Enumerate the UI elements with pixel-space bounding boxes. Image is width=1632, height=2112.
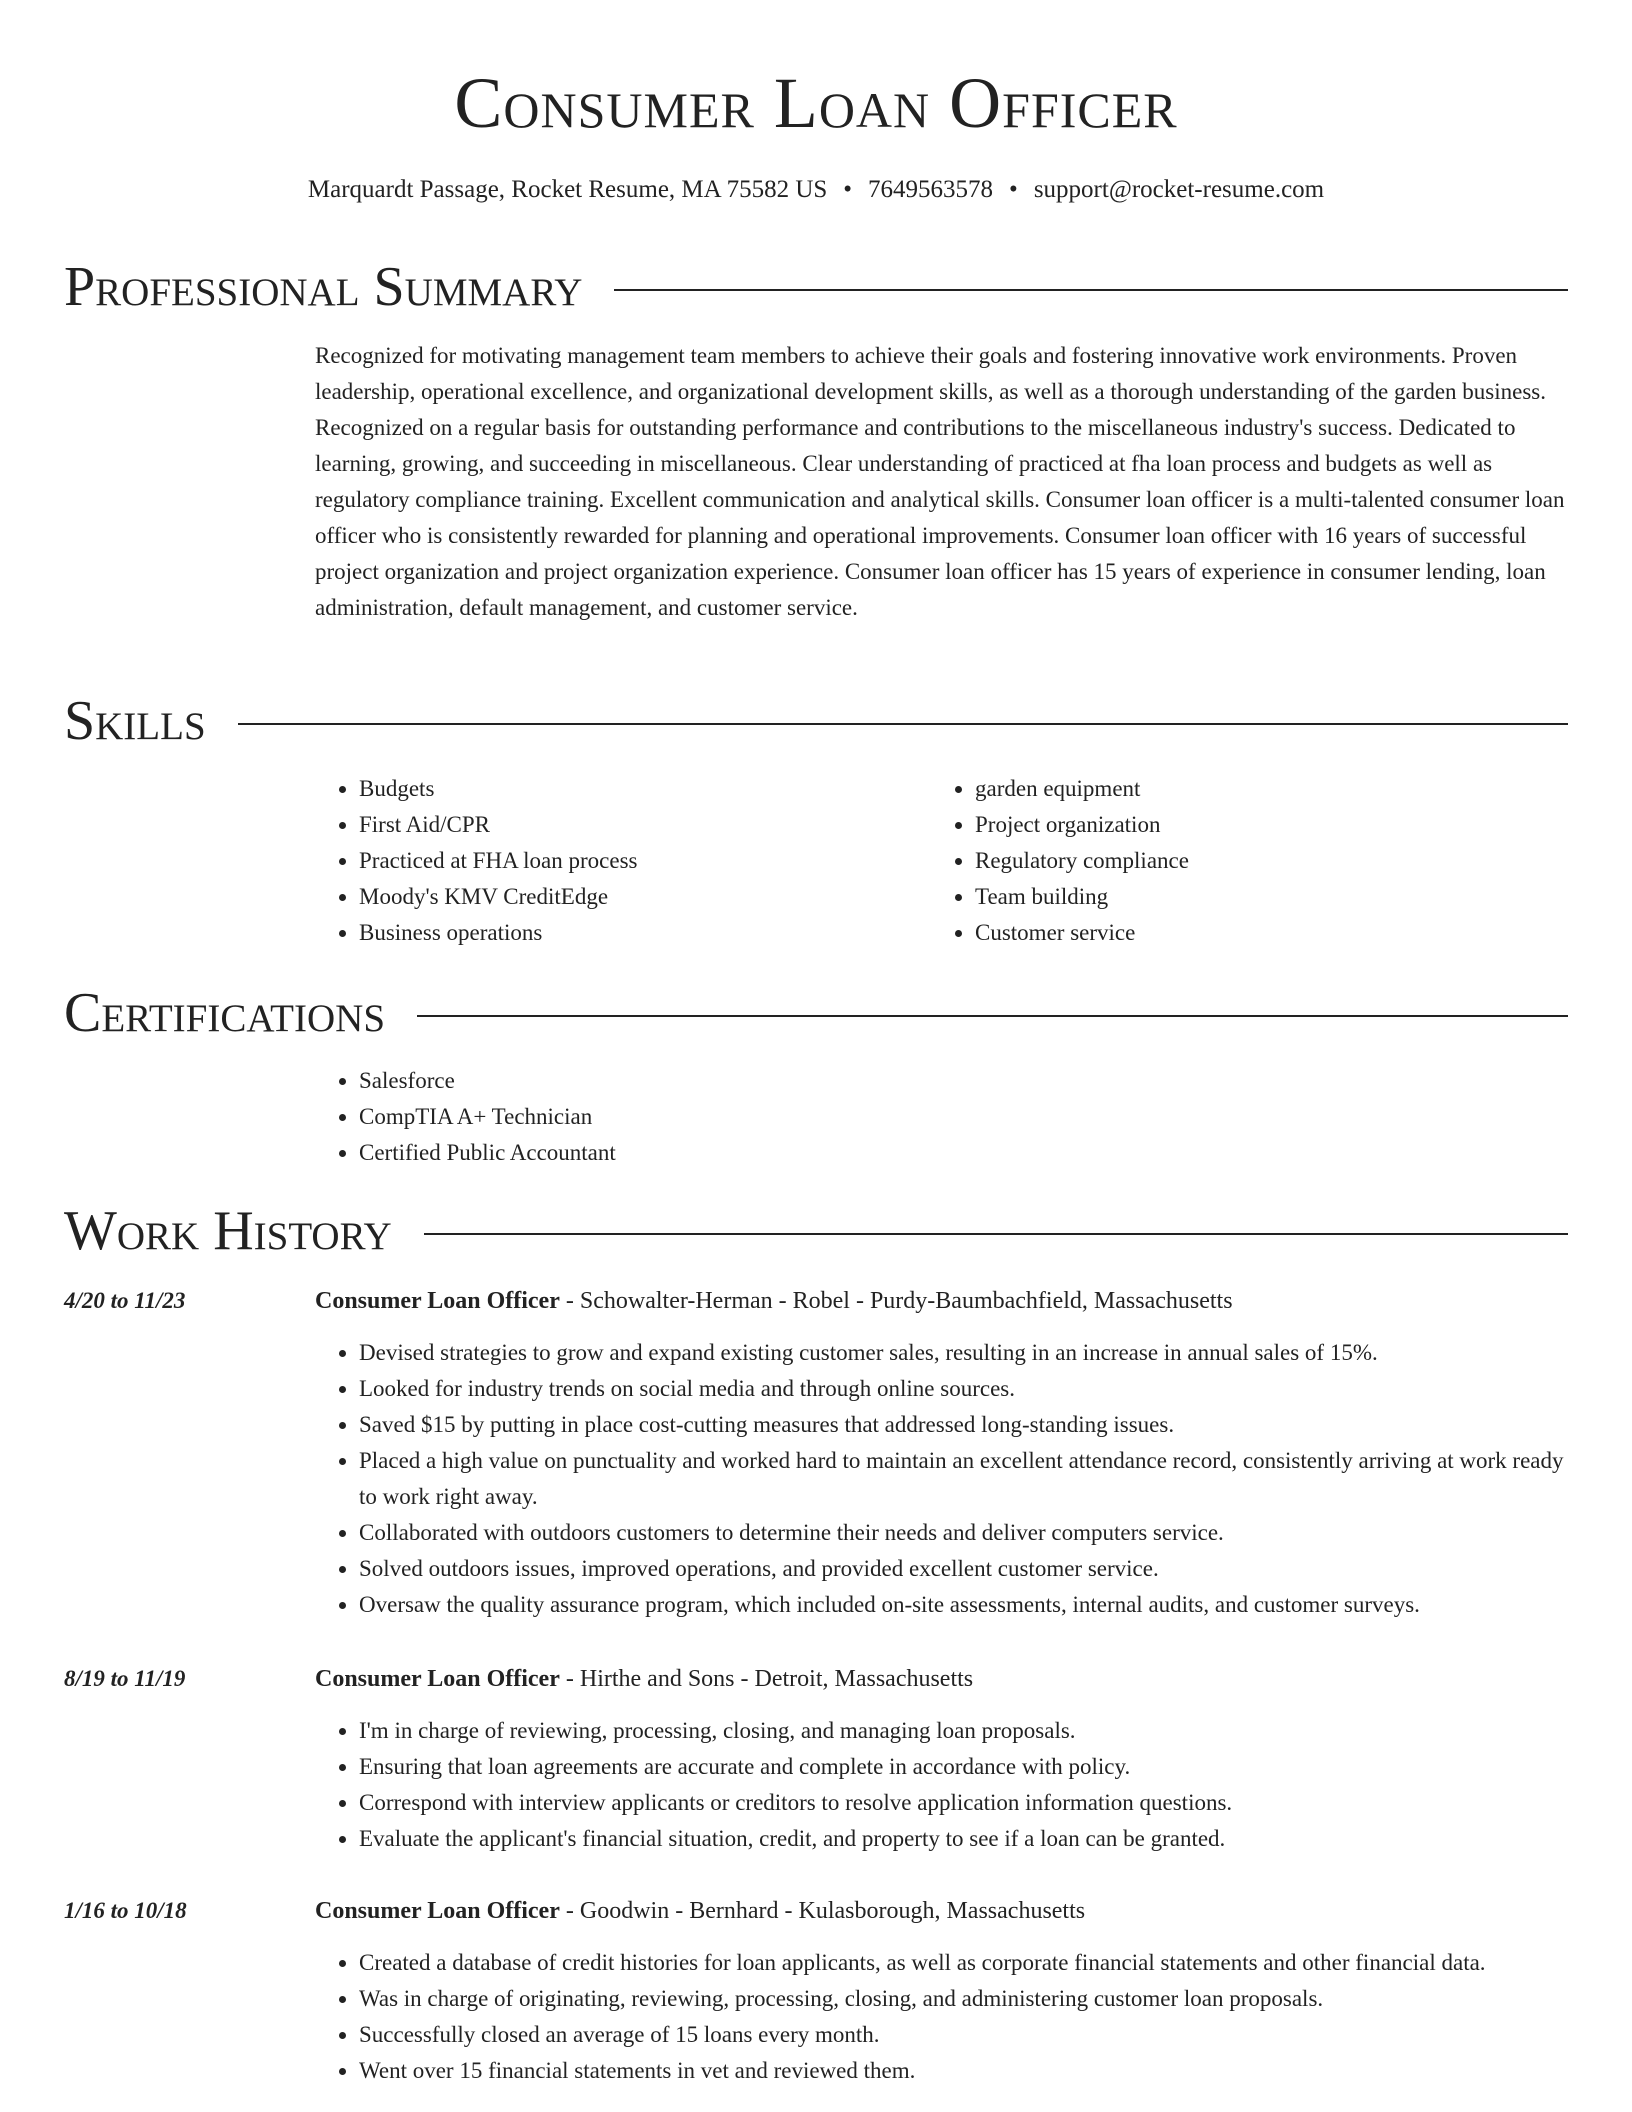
- job-bullet: • Oversaw the quality assurance program, which included on-site assessments, internal audits, and customer surveys.: [359, 1587, 1568, 1623]
- job-title-line: [315, 1893, 1568, 1929]
- skill-item: • First Aid/CPR: [359, 807, 931, 843]
- contact-separator: •: [1009, 176, 1018, 203]
- skill-item: • Team building: [975, 879, 1547, 915]
- skills-column-right: [931, 771, 1547, 951]
- section-title-summary: Professional Summary: [64, 256, 583, 318]
- section-title-work-history: Work History: [64, 1200, 392, 1262]
- job-dates: 4/20 to 11/23: [64, 1288, 186, 1313]
- section-title-certifications: Certifications: [64, 982, 386, 1044]
- section-divider: [238, 723, 1568, 725]
- certification-item: • Salesforce: [359, 1063, 1568, 1099]
- job-employer: - Goodwin - Bernhard - Kulasborough, Massachusetts: [559, 1898, 1086, 1924]
- job-title-line: [315, 1661, 1568, 1697]
- contact-phone: 7649563578: [868, 176, 994, 203]
- skill-item: • garden equipment: [975, 771, 1547, 807]
- job-bullet: • Collaborated with outdoors customers to determine their needs and deliver computers service.: [359, 1515, 1568, 1551]
- section-header-skills: [64, 686, 1568, 756]
- skill-item: • Practiced at FHA loan process: [359, 843, 931, 879]
- job-bullets: [315, 1945, 1568, 2089]
- summary-paragraph: Recognized for motivating management team members to achieve their goals and fostering innovative work environments. Proven leadership, operational excellence, and organizational development skills, as well as a thorough understanding of the garden business. Recognized on a regular basis for outstanding performance and contributions to the miscellaneous industry's success. Dedicated to learning, growing, and succeeding in miscellaneous. Clear understanding of practiced at fha loan process and budgets as well as regulatory compliance training. Excellent communication and analytical skills. Consumer loan officer is a multi-talented consumer loan officer who is consistently rewarded for planning and operational improvements. Consumer loan officer with 16 years of successful project organization and project organization experience. Consumer loan officer has 15 years of experience in consumer lending, loan administration, default management, and customer service.: [315, 343, 1565, 620]
- section-header-certifications: [64, 978, 1568, 1048]
- section-header-summary: [64, 252, 1568, 322]
- job-bullets: [315, 1713, 1568, 1857]
- skill-item: • Customer service: [975, 915, 1547, 951]
- job-bullet: • Went over 15 financial statements in vet and reviewed them.: [359, 2053, 1568, 2089]
- job-title-line: [315, 1283, 1568, 1319]
- skill-item: • Project organization: [975, 807, 1547, 843]
- section-header-work-history: [64, 1196, 1568, 1266]
- job-title: Consumer Loan Officer: [315, 1288, 560, 1314]
- job-bullets: [315, 1335, 1568, 1623]
- job-bullet: • Solved outdoors issues, improved operations, and provided excellent customer service.: [359, 1551, 1568, 1587]
- job-bullet: • Successfully closed an average of 15 loans every month.: [359, 2017, 1568, 2053]
- job-bullet: • Devised strategies to grow and expand existing customer sales, resulting in an increase in annual sales of 15%.: [359, 1335, 1568, 1371]
- contact-address: Marquardt Passage, Rocket Resume, MA 75582 US: [307, 176, 828, 203]
- certification-item: • CompTIA A+ Technician: [359, 1099, 1568, 1135]
- skill-item: • Moody's KMV CreditEdge: [359, 879, 931, 915]
- job-title: Consumer Loan Officer: [315, 1898, 560, 1924]
- job-bullet: • Evaluate the applicant's financial situation, credit, and property to see if a loan can be granted.: [359, 1821, 1568, 1857]
- job-bullet: • Correspond with interview applicants or creditors to resolve application information questions.: [359, 1785, 1568, 1821]
- job-employer: - Schowalter-Herman - Robel - Purdy-Baumbachfield, Massachusetts: [559, 1288, 1233, 1314]
- job-bullet: • Created a database of credit histories for loan applicants, as well as corporate financial statements and other financial data.: [359, 1945, 1568, 1981]
- section-divider: [417, 1015, 1568, 1017]
- section-divider: [424, 1233, 1568, 1235]
- skills-list: [315, 771, 1568, 951]
- skill-item: • Budgets: [359, 771, 931, 807]
- skill-item: • Regulatory compliance: [975, 843, 1547, 879]
- job-employer: - Hirthe and Sons - Detroit, Massachusetts: [559, 1666, 974, 1692]
- job-bullet: • I'm in charge of reviewing, processing, closing, and managing loan proposals.: [359, 1713, 1568, 1749]
- skills-column-left: [315, 771, 931, 951]
- contact-separator: •: [843, 176, 853, 203]
- job-bullet: • Was in charge of originating, reviewing, processing, closing, and administering customer loan proposals.: [359, 1981, 1568, 2017]
- job-bullet: • Placed a high value on punctuality and worked hard to maintain an excellent attendance record, consistently arriving at work ready to work right away.: [359, 1443, 1568, 1515]
- certifications-list: [315, 1063, 1568, 1171]
- job-bullet: • Saved $15 by putting in place cost-cutting measures that addressed long-standing issues.: [359, 1407, 1568, 1443]
- contact-line: [0, 172, 1632, 208]
- job-title: Consumer Loan Officer: [315, 1666, 560, 1692]
- job-dates: 1/16 to 10/18: [64, 1898, 187, 1923]
- skill-item: • Business operations: [359, 915, 931, 951]
- job-bullet: • Looked for industry trends on social media and through online sources.: [359, 1371, 1568, 1407]
- section-title-skills: Skills: [64, 690, 206, 752]
- section-divider: [614, 289, 1568, 291]
- job-bullet: • Ensuring that loan agreements are accurate and complete in accordance with policy.: [359, 1749, 1568, 1785]
- contact-email: support@rocket-resume.com: [1033, 176, 1325, 203]
- candidate-name: Consumer Loan Officer: [454, 63, 1178, 143]
- job-dates: 8/19 to 11/19: [64, 1666, 186, 1691]
- certification-item: • Certified Public Accountant: [359, 1135, 1568, 1171]
